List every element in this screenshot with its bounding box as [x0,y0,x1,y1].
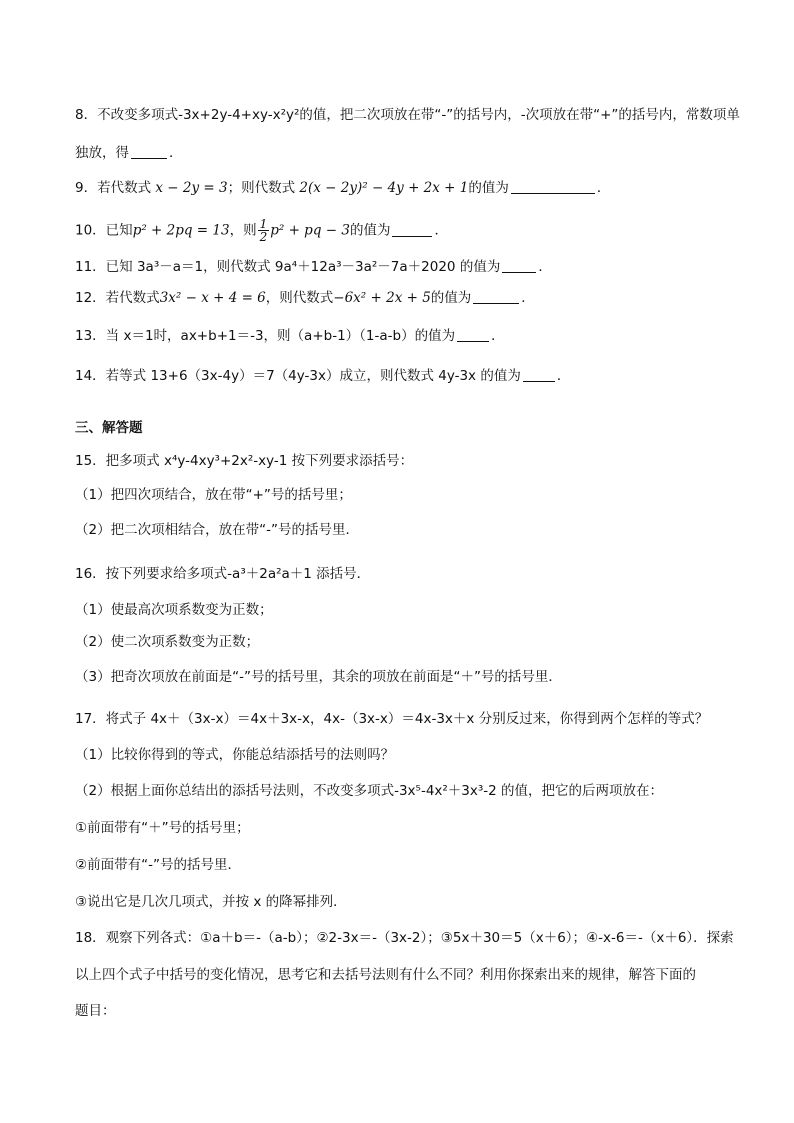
q12-end: ． [521,290,535,306]
q16-part3: （3）把奇次项放在前面是“-”号的括号里，其余的项放在前面是“＋”号的括号里． [75,669,562,685]
q14-line [75,366,734,386]
q9-prefix: 9．若代数式 [75,180,152,196]
q10-frac-num: 1 [259,217,268,231]
q11-end: ． [538,259,552,275]
section-heading: 三、解答题 [75,420,143,436]
q8-line1: 8．不改变多项式-3x+2y-4+xy-x²y²的值，把二次项放在带“-”的括号内，-次项放在带“+”的括号内，常数项单 [75,107,740,123]
answer-blank[interactable] [473,289,519,304]
q12-prefix: 12．若代数式 [75,290,160,306]
answer-blank[interactable] [392,222,432,237]
q17-item3: ③说出它是几次几项式，并按 x 的降幂排列． [75,894,347,910]
answer-blank[interactable] [523,367,555,382]
q10-line [75,218,734,243]
q9-expr2: 2(x − 2y)² − 4y + 2x + 1 [299,180,469,196]
answer-blank[interactable] [457,327,489,342]
q17-item1: ①前面带有“＋”号的括号里； [75,820,250,836]
q12-suffix: 的值为 [430,290,472,306]
q10-prefix: 10．已知 [75,222,133,239]
q18-line3: 题目： [75,1003,116,1019]
q10-end: ． [434,222,448,239]
q13-line [75,326,734,346]
q12-line [75,288,734,308]
answer-blank[interactable] [511,179,595,194]
q16-stem: 16．按下列要求给多项式-a³＋2a²a＋1 添括号． [75,566,371,582]
q12-expr2: −6x² + 2x + 5 [333,290,431,306]
q10-mid: ，则 [229,222,257,239]
q12-mid: ，则代数式 [265,290,334,306]
q10-expr2: p² + pq − 3 [270,222,350,239]
q9-suffix: 的值为 [468,180,509,196]
q17-part2: （2）根据上面你总结出的添括号法则，不改变多项式-3x⁵-4x²＋3x³-2 的值，把它的后两项放在： [75,783,664,799]
answer-blank[interactable] [131,144,167,159]
q11-line [75,257,734,277]
q17-stem: 17．将式子 4x＋（3x-x）＝4x＋3x-x，4x-（3x-x）＝4x-3x＋x 分别反过来，你得到两个怎样的等式？ [75,711,709,727]
q9-mid: ；则代数式 [227,180,296,196]
q18-line2: 以上四个式子中括号的变化情况，思考它和去括号法则有什么不同？利用你探索出来的规律，解答下面的 [75,967,696,983]
q10-expr1: p² + 2pq = 13 [132,222,230,239]
q9-line [75,178,734,198]
q8-end: ． [169,145,183,161]
q17-item2: ②前面带有“-”号的括号里． [75,857,241,873]
q10-fraction [258,218,270,243]
q16-part1: （1）使最高次项系数变为正数； [75,602,273,618]
q10-frac-den: 2 [259,230,268,244]
q15-part2: （2）把二次项相结合，放在带“-”号的括号里． [75,522,359,538]
q13-text: 13．当 x＝1时，ax+b+1＝-3，则（a+b-1）（1-a-b）的值为 [75,328,456,344]
q9-end: ． [596,180,611,196]
q16-part2: （2）使二次项系数变为正数； [75,634,260,650]
q14-end: ． [556,368,571,384]
q11-text: 11．已知 3a³－a＝1，则代数式 9a⁴＋12a³－3a²－7a＋2020 的值为 [75,259,501,275]
q8-line2 [75,143,734,163]
answer-blank[interactable] [502,258,536,273]
q15-stem: 15．把多项式 x⁴y-4xy³+2x²-xy-1 按下列要求添括号： [75,453,414,469]
q10-suffix: 的值为 [349,222,391,239]
q8-text: 独放，得 [75,145,129,161]
q15-part1: （1）把四次项结合，放在带“+”号的括号里； [75,487,352,503]
q12-expr1: 3x² − x + 4 = 6 [159,290,266,306]
q13-end: ． [491,328,505,344]
q9-expr1: x − 2y = 3 [155,180,228,196]
q18-line1: 18．观察下列各式：①a＋b＝-（a-b）；②2-3x＝-（3x-2）；③5x＋30＝5（x＋6）；④-x-6＝-（x＋6）．探索 [75,930,734,946]
q17-part1: （1）比较你得到的等式，你能总结添括号的法则吗？ [75,747,395,763]
q14-text: 14．若等式 13+6（3x-4y）＝7（4y-3x）成立，则代数式 4y-3x 的值为 [75,368,521,384]
